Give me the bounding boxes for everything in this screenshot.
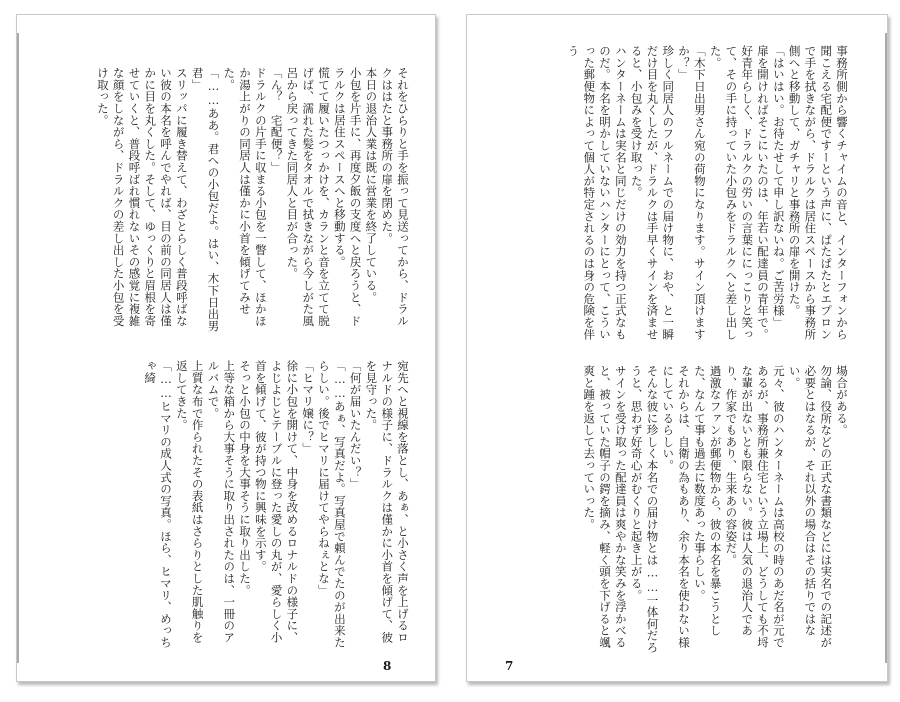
paragraph: 「……ああ。君への小包だよ。はい、木下日出男君」 — [190, 67, 221, 332]
paragraph: 元々、彼のハンターネームは高校の時のあだ名が元であるが、事務所兼住宅という立場上、どうしても不埒な輩が出ないとも限らない。彼は人気の退治人であり、作家でもあり、生来あの容姿だ。 — [724, 365, 786, 649]
paragraph: 「……あぁ、写真だよ。写真屋で頼んでたのが出来たらしい。後でヒマリに届けてやらねぇとな」 — [317, 360, 347, 649]
paragraph: ドラルクの片手に収まる小包を一瞥して、ほかほか湯上がりの同居人は僅かに小首を傾げてみせた。 — [222, 67, 268, 327]
right-page — [466, 14, 888, 682]
paragraph: 「……ヒマリの成人式の写真。ほら、ヒマリ、めっちゃ綺 — [143, 360, 174, 649]
paragraph: そっと小包の中身を大事そうに取り出した。 — [238, 360, 253, 596]
paragraph: 小包を片手に、再度夕飯の支度へと戻ろうと、ドラルクは居住スペースへと移動する。 — [332, 67, 363, 327]
paragraph: 上質な布で作られたその表紙はさらりとした肌触りを返してきた。 — [174, 360, 205, 644]
paragraph: 「ヒマリ嬢に？」 — [301, 360, 316, 455]
paragraph: 慌てて履いたつっかけを、カランと音を立てて脱げば、濡れた髪をタオルで拭きながら今しがた風呂から戻ってきた同居人と目が合った。 — [285, 67, 332, 327]
paragraph: 「何が届いたんだい？」 — [348, 360, 363, 490]
right-page-upper-text — [509, 45, 849, 343]
paragraph: サインを受け取った配達員は爽やかな笑みを浮かべると、被っていた帽子の鍔を摘み、軽く頭を下げると颯爽と踵を返して去っていった。 — [582, 365, 628, 649]
page-edge-line — [17, 33, 19, 663]
paragraph: スリッパに履き替えて、わざとらしく普段呼ばない彼の本名を呼んでやれば、目の前の同居人は僅かに目を丸くした。そして、ゆっくりと眉根を寄せていくと、普段呼ばれ慣れないその感覚に複雑な顔をしながら、ドラルクの差し出した小包を受け取った。 — [95, 67, 189, 327]
paragraph: 事務所側から響くチャイムの音と、インターフォンから聞こえる宅配便ですーという声に、ぱたぱたとエプロンで手を拭きながら、ドラルクは居住スペースから事務所側へと移動して、ガチャリと事務所の扉を開けた。 — [787, 45, 849, 340]
page-number: 7 — [505, 659, 514, 673]
paragraph: 本日の退治人業は既に営業を終了している。 — [364, 67, 379, 303]
paragraph: 勿論、役所などの正式な書類などには実名での記述が必要とはなるが、それ以外の場合はその括りではない。 — [787, 365, 834, 649]
paragraph: ハンターネームは実名と同じだけの効力を持つ正式なものだ。本名を明かしていないハンターにとって、こういった郵便物によって個人が特定されるのは身の危険を伴う — [566, 45, 628, 340]
paragraph: それからは、自衛の為もあり、余り本名を使わない様にしているらしい。 — [661, 365, 692, 649]
paragraph: 徐に小包を開けて、中身を改めるロナルドの様子に、よじよじとテーブルに登った愛しの丸が、愛らしく小首を傾げて、彼が持つ物に興味を示す。 — [253, 360, 300, 644]
paragraph: 「はいはい。お待たせして申し訳ないね。ご苦労様」 — [771, 45, 786, 329]
paragraph: 扉を開ければそこにいたのは、年若い配達員の青年で。好青年らしく、ドラルクの労いの言葉ににっこりと笑って、その手に持っていた小包みをドラルクへと差し出した。 — [708, 45, 771, 340]
left-page-upper-text — [35, 67, 410, 335]
paragraph: 宛先へと視線を落とし、あぁ、と小さく声を上げるロナルドの様子に、ドラルクは僅かに小首を傾げて、彼を見守った。 — [364, 360, 410, 644]
paragraph: そんな彼に珍しく本名での届け物とは……一体何だろうと、思わず好奇心がむくりと起き上がる。 — [629, 365, 660, 654]
paragraph: それをひらりと手を振って見送ってから、ドラルクははたと事務所の扉を閉めた。 — [380, 67, 410, 327]
left-page — [16, 14, 436, 682]
page-number: 8 — [383, 659, 392, 673]
paragraph: 場合がある。 — [835, 365, 849, 436]
paragraph: 上等な箱から大事そうに取り出されたのは、一冊のアルバムで。 — [206, 360, 237, 644]
paragraph: 「ん？ 宅配便？」 — [269, 67, 284, 174]
paragraph: 珍しく同居人のフルネームでの届け物に、おや、と一瞬だけ目を丸くしたが、ドラルクは手早くサインを済ませると、小包みを受け取った。 — [629, 45, 676, 340]
left-page-lower-text — [35, 360, 410, 652]
paragraph: 「木下日出男さん宛の荷物になります。サイン頂けますか？」 — [677, 45, 707, 340]
page-edge-line — [885, 33, 887, 663]
paragraph: 過激なファンが郵便物から、彼の本名を暴こうとした、なんて事も過去に数度あった事らしい。 — [692, 365, 723, 637]
right-page-lower-text — [509, 365, 849, 655]
